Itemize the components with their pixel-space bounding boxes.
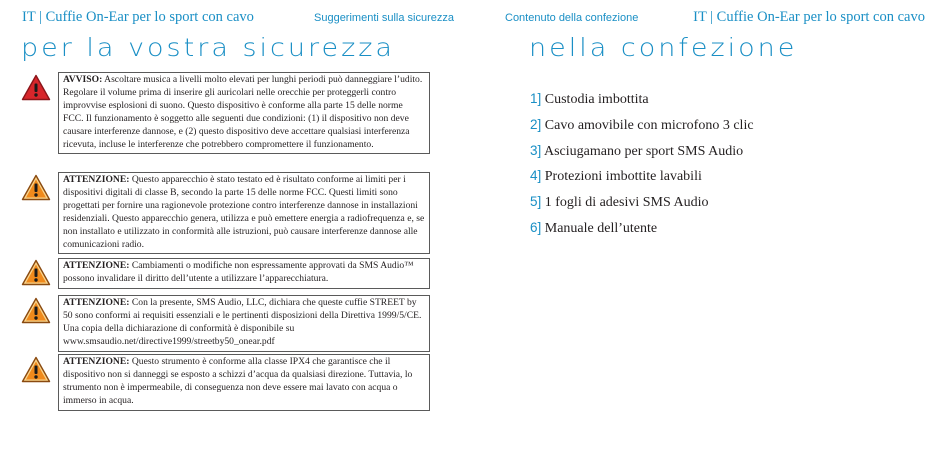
package-contents-list (530, 88, 754, 243)
orange-warning-triangle-icon (21, 259, 51, 286)
item-number: 4] (530, 168, 542, 184)
item-text: 1 fogli di adesivi SMS Audio (544, 195, 709, 211)
left-page-title: IT | Cuffie On-Ear per lo sport con cavo (22, 9, 254, 25)
attention-label: ATTENZIONE: (63, 356, 130, 367)
item-number: 1] (530, 91, 542, 106)
warning-label: AVVISO: (63, 74, 103, 85)
orange-warning-triangle-icon (21, 297, 51, 324)
left-section-label: Suggerimenti sulla sicurezza (314, 12, 455, 24)
warning-text-box (58, 72, 430, 154)
attention-text: Con la presente, SMS Audio, LLC, dichiara che queste cuffie STREET by 50 sono conformi ai requisiti essenziali e le pertinenti disposizioni della Direttiva 1999/5/CE. Una copia della dichiarazione di conformità è disponibile su www.smsaudio.net/directive1999/streetby50_onear.pdf (63, 297, 422, 347)
safety-heading: per la vostra sicurezza (21, 34, 395, 63)
list-item (530, 140, 754, 166)
attention-text-box (58, 295, 430, 352)
right-section-label: Contenuto della confezione (505, 12, 639, 24)
right-page-title: IT | Cuffie On-Ear per lo sport con cavo (693, 9, 925, 25)
item-text: Asciugamano per sport SMS Audio (544, 143, 744, 159)
item-number: 6] (530, 219, 542, 235)
attention-text: Questo apparecchio è stato testato ed è risultato conforme ai limiti per i dispositivi digitali di classe B, secondo la parte 15 delle norme FCC. Questi limiti sono progettati per fornire una ragionevole protezione contro interferenze dannose in installazioni residenziali. Questo apparecchio genera, utilizza e può emettere energia a radiofrequenza e, se non installato e utilizzato in conformità alle istruzioni, può causare interferenze dannose alle comunicazioni radio. (63, 174, 425, 250)
item-number: 2] (530, 116, 542, 132)
item-text: Cavo amovibile con microfono 3 clic (544, 117, 754, 133)
list-item (530, 88, 754, 114)
item-text: Protezioni imbottite lavabili (544, 169, 702, 185)
warning-text: Ascoltare musica a livelli molto elevati per lunghi periodi può danneggiare l’udito. Regolare il volume prima di inserire gli auricolari nelle orecchie per proteggerli contro improvvise esplosioni di suono. Questo dispositivo è conforme alla parte 15 delle norme FCC. Il funzionamento è soggetto alle seguenti due condizioni: (1) il dispositivo non deve causare interferenze dannose, e (2) questo dispositivo deve accettare qualsiasi interferenza ricevuta, incluse le interferenze che potrebbero compromettere il funzionamento. (63, 74, 423, 150)
attention-label: ATTENZIONE: (63, 174, 130, 185)
attention-label: ATTENZIONE: (63, 297, 130, 308)
attention-text: Cambiamenti o modifiche non espressamente approvati da SMS Audio™ possono invalidare il diritto dell’utente a utilizzare l’apparecchiatura. (63, 260, 414, 284)
list-item (530, 165, 754, 191)
orange-warning-triangle-icon (21, 174, 51, 201)
item-number: 5] (530, 194, 542, 210)
item-text: Manuale dell’utente (544, 220, 658, 236)
orange-warning-triangle-icon (21, 356, 51, 383)
attention-text-box (58, 354, 430, 411)
item-number: 3] (530, 142, 542, 158)
red-warning-triangle-icon (21, 74, 51, 101)
item-text: Custodia imbottita (544, 92, 649, 107)
attention-text-box (58, 258, 430, 289)
package-contents-heading: nella confezione (529, 34, 798, 63)
list-item (530, 114, 754, 140)
attention-label: ATTENZIONE: (63, 260, 130, 271)
attention-text: Questo strumento è conforme alla classe IPX4 che garantisce che il dispositivo non si danneggi se esposto a schizzi d’acqua da qualsiasi direzione. Tuttavia, lo strumento non è impermeabile, di conseguenza non deve essere mai lavato con acqua o immerso in acqua. (63, 356, 413, 406)
list-item (530, 191, 754, 217)
list-item (530, 217, 754, 243)
attention-text-box (58, 172, 430, 254)
